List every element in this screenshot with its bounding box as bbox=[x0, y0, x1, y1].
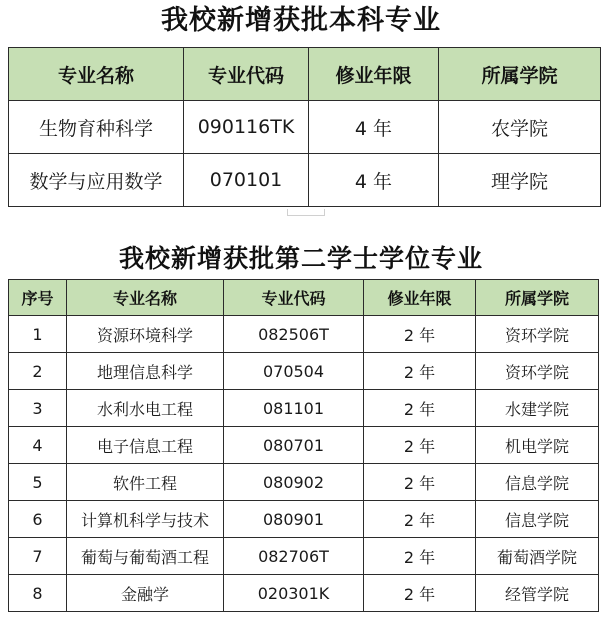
table-row bbox=[9, 427, 599, 464]
cell-major-code: 070101 bbox=[184, 154, 309, 207]
cell-major-name: 水利水电工程 bbox=[67, 390, 224, 427]
cell-serial-number: 8 bbox=[9, 575, 67, 612]
cell-college: 信息学院 bbox=[476, 464, 599, 501]
cell-major-code: 080902 bbox=[224, 464, 364, 501]
cell-college: 资环学院 bbox=[476, 316, 599, 353]
cell-college: 机电学院 bbox=[476, 427, 599, 464]
header-study-years: 修业年限 bbox=[309, 48, 439, 101]
cell-college: 农学院 bbox=[439, 101, 601, 154]
header-major-name: 专业名称 bbox=[9, 48, 184, 101]
cell-major-name: 计算机科学与技术 bbox=[67, 501, 224, 538]
cell-major-name: 金融学 bbox=[67, 575, 224, 612]
cell-major-code: 081101 bbox=[224, 390, 364, 427]
cell-serial-number: 5 bbox=[9, 464, 67, 501]
cell-study-years: 2 年 bbox=[364, 427, 476, 464]
cell-college: 葡萄酒学院 bbox=[476, 538, 599, 575]
header-study-years: 修业年限 bbox=[364, 280, 476, 316]
table-row bbox=[9, 538, 599, 575]
cell-study-years: 2 年 bbox=[364, 538, 476, 575]
undergraduate-majors-title: 我校新增获批本科专业 bbox=[161, 5, 441, 36]
cell-study-years: 2 年 bbox=[364, 390, 476, 427]
cell-serial-number: 1 bbox=[9, 316, 67, 353]
cell-study-years: 2 年 bbox=[364, 353, 476, 390]
second-degree-majors-table bbox=[8, 279, 599, 612]
cell-major-code: 080701 bbox=[224, 427, 364, 464]
table-row bbox=[9, 575, 599, 612]
cell-serial-number: 4 bbox=[9, 427, 67, 464]
cell-college: 资环学院 bbox=[476, 353, 599, 390]
table-row bbox=[9, 464, 599, 501]
cell-major-name: 地理信息科学 bbox=[67, 353, 224, 390]
cell-major-name: 数学与应用数学 bbox=[9, 154, 184, 207]
table-row bbox=[9, 154, 601, 207]
divider-stub bbox=[287, 209, 325, 216]
table-row bbox=[9, 501, 599, 538]
cell-college: 水建学院 bbox=[476, 390, 599, 427]
header-major-code: 专业代码 bbox=[224, 280, 364, 316]
table-row bbox=[9, 353, 599, 390]
header-major-code: 专业代码 bbox=[184, 48, 309, 101]
cell-study-years: 4 年 bbox=[309, 154, 439, 207]
cell-major-code: 020301K bbox=[224, 575, 364, 612]
cell-serial-number: 6 bbox=[9, 501, 67, 538]
cell-major-name: 资源环境科学 bbox=[67, 316, 224, 353]
table-row bbox=[9, 101, 601, 154]
cell-serial-number: 7 bbox=[9, 538, 67, 575]
cell-serial-number: 2 bbox=[9, 353, 67, 390]
cell-study-years: 2 年 bbox=[364, 575, 476, 612]
cell-major-name: 葡萄与葡萄酒工程 bbox=[67, 538, 224, 575]
undergraduate-majors-table bbox=[8, 47, 601, 207]
header-college: 所属学院 bbox=[476, 280, 599, 316]
cell-college: 理学院 bbox=[439, 154, 601, 207]
second-degree-majors-title: 我校新增获批第二学士学位专业 bbox=[118, 244, 483, 273]
cell-major-name: 生物育种科学 bbox=[9, 101, 184, 154]
cell-major-code: 080901 bbox=[224, 501, 364, 538]
cell-major-code: 082506T bbox=[224, 316, 364, 353]
table-row bbox=[9, 390, 599, 427]
cell-major-code: 070504 bbox=[224, 353, 364, 390]
cell-college: 经管学院 bbox=[476, 575, 599, 612]
header-college: 所属学院 bbox=[439, 48, 601, 101]
cell-study-years: 2 年 bbox=[364, 316, 476, 353]
cell-major-name: 电子信息工程 bbox=[67, 427, 224, 464]
table-header-row bbox=[9, 48, 601, 101]
cell-college: 信息学院 bbox=[476, 501, 599, 538]
cell-major-name: 软件工程 bbox=[67, 464, 224, 501]
cell-study-years: 4 年 bbox=[309, 101, 439, 154]
header-serial-number: 序号 bbox=[9, 280, 67, 316]
cell-major-code: 090116TK bbox=[184, 101, 309, 154]
header-major-name: 专业名称 bbox=[67, 280, 224, 316]
cell-study-years: 2 年 bbox=[364, 464, 476, 501]
cell-major-code: 082706T bbox=[224, 538, 364, 575]
cell-study-years: 2 年 bbox=[364, 501, 476, 538]
cell-serial-number: 3 bbox=[9, 390, 67, 427]
table-header-row bbox=[9, 280, 599, 316]
table-row bbox=[9, 316, 599, 353]
